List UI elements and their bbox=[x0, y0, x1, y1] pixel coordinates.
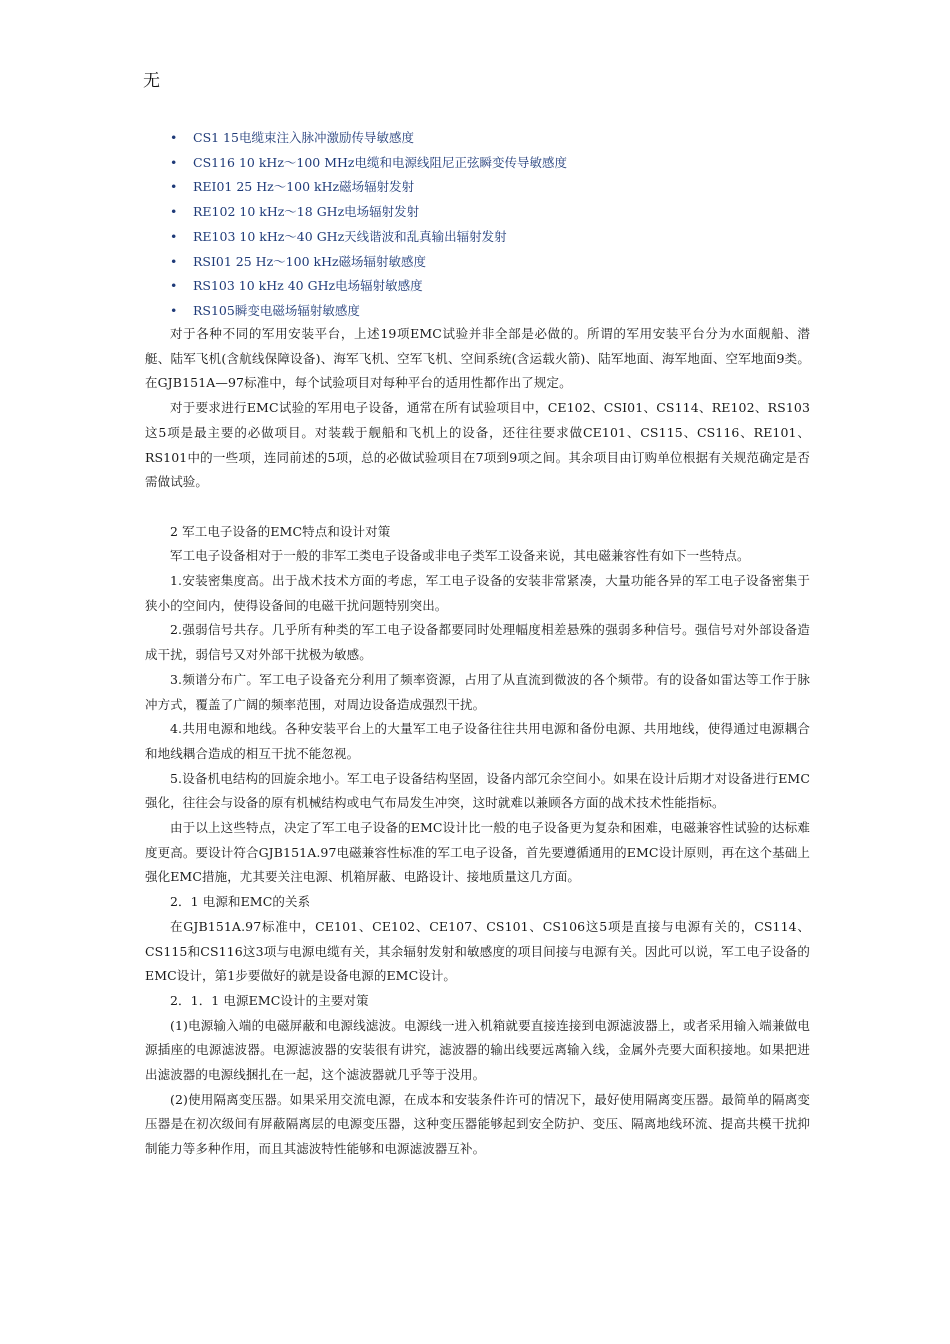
body-text bbox=[145, 322, 810, 1162]
list-item bbox=[170, 151, 810, 176]
bullet-icon: • bbox=[170, 154, 178, 170]
paragraph: 对于各种不同的军用安装平台，上述19项EMC试验并非全部是必做的。所谓的军用安装平台分为水面舰船、潜艇、陆军飞机(含航线保障设备)、海军飞机、空军飞机、空间系统(含运载火箭)、陆军地面、海军地面、空军地面9类。在GJB151A—97标准中，每个试验项目对每种平台的适用性都作出了规定。 bbox=[145, 326, 810, 391]
paragraph: 3.频谱分布广。军工电子设备充分利用了频率资源，占用了从直流到微波的各个频带。有的设备如雷达等工作于脉冲方式，覆盖了广阔的频率范围，对周边设备造成强烈干扰。 bbox=[145, 671, 810, 712]
subsection-heading: 2．1．1 电源EMC设计的主要对策 bbox=[170, 992, 369, 1008]
list-item-text: RS103 10 kHz 40 GHz电场辐射敏感度 bbox=[193, 278, 423, 294]
list-item-text: CS1 15电缆束注入脉冲激励传导敏感度 bbox=[193, 130, 414, 145]
paragraph: 5.设备机电结构的回旋余地小。军工电子设备结构坚固，设备内部冗余空间小。如果在设计后期才对设备进行EMC强化，往往会与设备的原有机械结构或电气布局发生冲突，这时就难以兼顾各方面的战术技术性能指标。 bbox=[145, 770, 810, 811]
header-mark: 无 bbox=[143, 71, 160, 91]
list-item bbox=[170, 126, 810, 151]
bullet-icon: • bbox=[170, 179, 178, 195]
bullet-icon: • bbox=[170, 302, 178, 318]
list-item bbox=[170, 274, 810, 299]
test-item-list bbox=[170, 126, 810, 324]
bullet-icon: • bbox=[170, 278, 178, 294]
paragraph: 1.安装密集度高。出于战术技术方面的考虑，军工电子设备的安装非常紧凑，大量功能各异的军工电子设备密集于狭小的空间内，使得设备间的电磁干扰问题特别突出。 bbox=[145, 573, 810, 613]
list-item bbox=[170, 175, 810, 200]
paragraph: 2.强弱信号共存。几乎所有种类的军工电子设备都要同时处理幅度相差悬殊的强弱多种信号。强信号对外部设备造成干扰，弱信号又对外部干扰极为敏感。 bbox=[145, 622, 810, 663]
paragraph: 在GJB151A.97标准中，CE101、CE102、CE107、CS101、CS106这5项是直接与电源有关的，CS114、CS115和CS116这3项与电源电缆有关，其余辐射发射和敏感度的项目间接与电源有关。因此可以说，军工电子设备的EMC设计，第1步要做好的就是设备电源的EMC设计。 bbox=[145, 918, 810, 984]
list-item bbox=[170, 299, 810, 324]
list-item-text: RSI01 25 Hz～100 kHz磁场辐射敏感度 bbox=[193, 253, 427, 269]
paragraph: 对于要求进行EMC试验的军用电子设备，通常在所有试验项目中，CE102、CSI01、CS114、RE102、RS103这5项是最主要的必做项目。对装载于舰船和飞机上的设备，还往往要求做CE101、CS115、CS116、RE101、RS101中的一些项，连同前述的5项，总的必做试验项目在7项到9项之间。其余项目由订购单位根据有关规范确定是否需做试验。 bbox=[145, 400, 810, 490]
list-item bbox=[170, 250, 810, 275]
list-item-text: REI01 25 Hz～100 kHz磁场辐射发射 bbox=[193, 179, 415, 195]
list-item-text: RE102 10 kHz～18 GHz电场辐射发射 bbox=[193, 204, 420, 220]
paragraph: (2)使用隔离变压器。如果采用交流电源，在成本和安装条件许可的情况下，最好使用隔离变压器。最简单的隔离变压器是在初次级间有屏蔽隔离层的电源变压器，这种变压器能够起到安全防护、变压、隔离地线环流、提高共模干扰抑制能力等多种作用，而且其滤波特性能够和电源滤波器互补。 bbox=[145, 1091, 810, 1157]
bullet-icon: • bbox=[170, 204, 178, 220]
list-item bbox=[170, 225, 810, 250]
bullet-icon: • bbox=[170, 228, 178, 244]
list-item-text: CS116 10 kHz～100 MHz电缆和电源线阻尼正弦瞬变传导敏感度 bbox=[193, 154, 568, 170]
paragraph: 军工电子设备相对于一般的非军工类电子设备或非电子类军工设备来说，其电磁兼容性有如下一些特点。 bbox=[170, 548, 750, 564]
bullet-icon: • bbox=[170, 130, 178, 145]
paragraph: 4.共用电源和地线。各种安装平台上的大量军工电子设备往往共用电源和备份电源、共用地线，使得通过电源耦合和地线耦合造成的相互干扰不能忽视。 bbox=[145, 721, 810, 761]
paragraph: (1)电源输入端的电磁屏蔽和电源线滤波。电源线一进入机箱就要直接连接到电源滤波器上，或者采用输入端兼做电源插座的电源滤波器。电源滤波器的安装很有讲究，滤波器的输出线要远离输入线，金属外壳要大面积接地。如果把进出滤波器的电源线捆扎在一起，这个滤波器就几乎等于没用。 bbox=[145, 1017, 810, 1083]
subsection-heading: 2．1 电源和EMC的关系 bbox=[170, 894, 311, 910]
list-item-text: RS105瞬变电磁场辐射敏感度 bbox=[193, 302, 360, 318]
section-heading: 2 军工电子设备的EMC特点和设计对策 bbox=[170, 523, 391, 539]
list-item bbox=[170, 200, 810, 225]
list-item-text: RE103 10 kHz～40 GHz天线谐波和乱真输出辐射发射 bbox=[193, 228, 507, 244]
paragraph: 由于以上这些特点，决定了军工电子设备的EMC设计比一般的电子设备更为复杂和困难，电磁兼容性试验的达标难度更高。要设计符合GJB151A.97电磁兼容性标准的军工电子设备，首先要遵循通用的EMC设计原则，再在这个基础上强化EMC措施，尤其要关注电源、机箱屏蔽、电路设计、接地质量这几方面。 bbox=[145, 820, 810, 885]
bullet-icon: • bbox=[170, 253, 178, 269]
